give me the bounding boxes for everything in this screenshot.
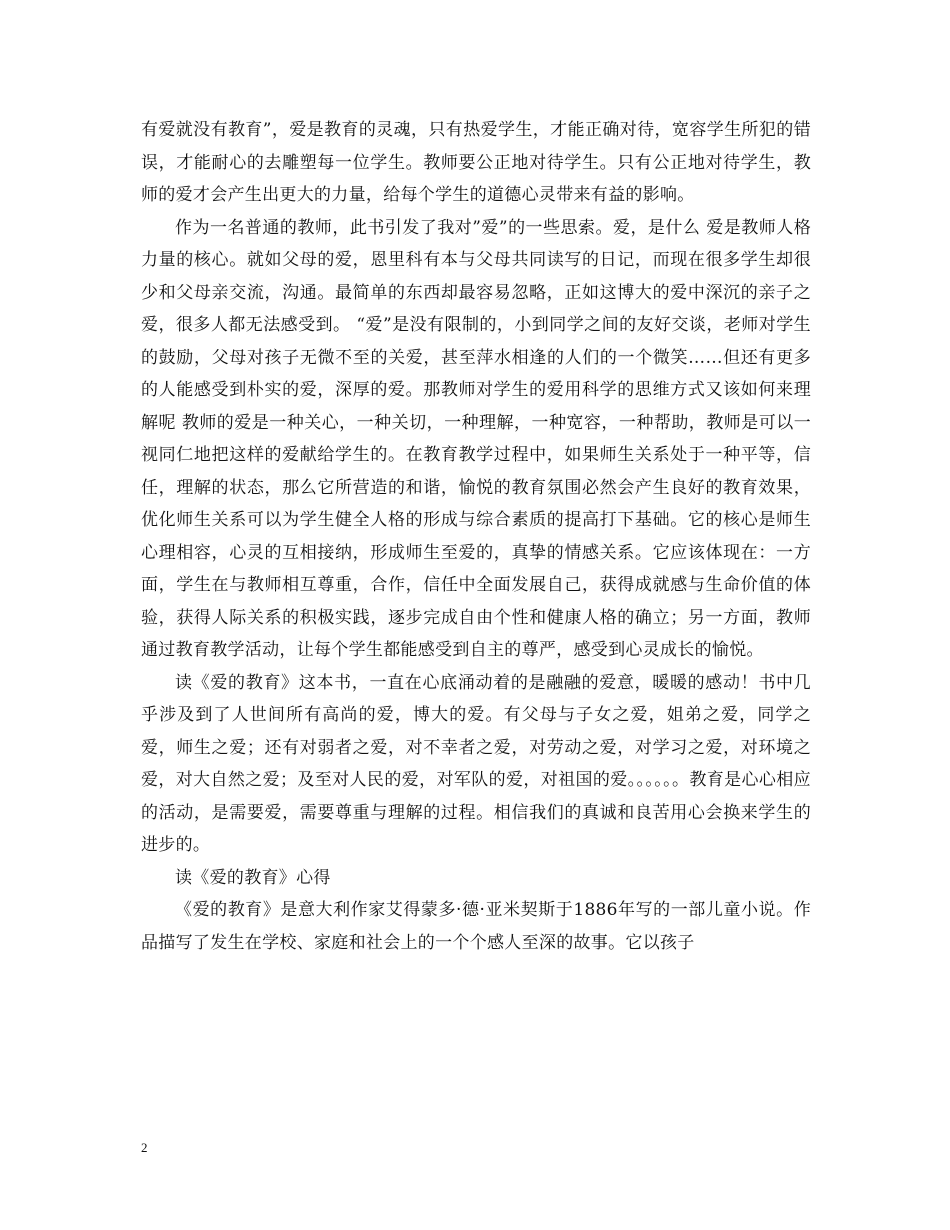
- document-body: [141, 114, 811, 959]
- paragraph-reflection-on-love: 作为一名普通的教师，此书引发了我对”爱”的一些思索。爱，是什么 爱是教师人格力量的核心。就如父母的爱，恩里科有本与父母共同读写的日记，而现在很多学生却很少和父母亲交流，沟通。最简单的东西却最容易忽略，正如这博大的爱中深沉的亲子之爱，很多人都无法感受到。 “爱”是没有限制的，小到同学之间的友好交谈，老师对学生的鼓励，父母对孩子无微不至的关爱，甚至萍水相逢的人们的一个微笑……但还有更多的人能感受到朴实的爱，深厚的爱。那教师对学生的爱用科学的思维方式又该如何来理解呢 教师的爱是一种关心，一种关切，一种理解，一种宽容，一种帮助，教师是可以一视同仁地把这样的爱献给学生的。在教育教学过程中，如果师生关系处于一种平等，信任，理解的状态，那么它所营造的和谐，愉悦的教育氛围必然会产生良好的教育效果，优化师生关系可以为学生健全人格的形成与综合素质的提高打下基础。它的核心是师生心理相容，心灵的互相接纳，形成师生至爱的，真挚的情感关系。它应该体现在：一方面，学生在与教师相互尊重，合作，信任中全面发展自己，获得成就感与生命价值的体验，获得人际关系的积极实践，逐步完成自由个性和健康人格的确立；另一方面，教师通过教育教学活动，让每个学生都能感受到自主的尊严，感受到心灵成长的愉悦。: [141, 217, 811, 660]
- paragraph-continuation: 有爱就没有教育”，爱是教育的灵魂，只有热爱学生，才能正确对待，宽容学生所犯的错误，才能耐心的去雕塑每一位学生。教师要公正地对待学生。只有公正地对待学生，教师的爱才会产生出更大的力量，给每个学生的道德心灵带来有益的影响。: [141, 120, 811, 205]
- paragraph-reading-impression: 读《爱的教育》这本书，一直在心底涌动着的是融融的爱意，暖暖的感动！书中几乎涉及到了人世间所有高尚的爱，博大的爱。有父母与子女之爱，姐弟之爱，同学之爱，师生之爱；还有对弱者之爱，对不幸者之爱，对劳动之爱，对学习之爱，对环境之爱，对大自然之爱；及至对人民的爱，对军队的爱，对祖国的爱。。。。。。教育是心心相应的活动，是需要爱，需要尊重与理解的过程。相信我们的真诚和良苦用心会换来学生的进步的。: [141, 672, 811, 855]
- paragraph-book-introduction: 《爱的教育》是意大利作家艾得蒙多·德·亚米契斯于1886年写的一部儿童小说。作品描写了发生在学校、家庭和社会上的一个个感人至深的故事。它以孩子: [141, 900, 811, 953]
- page-number: 2: [141, 1140, 148, 1155]
- section-heading: 读《爱的教育》心得: [175, 867, 331, 888]
